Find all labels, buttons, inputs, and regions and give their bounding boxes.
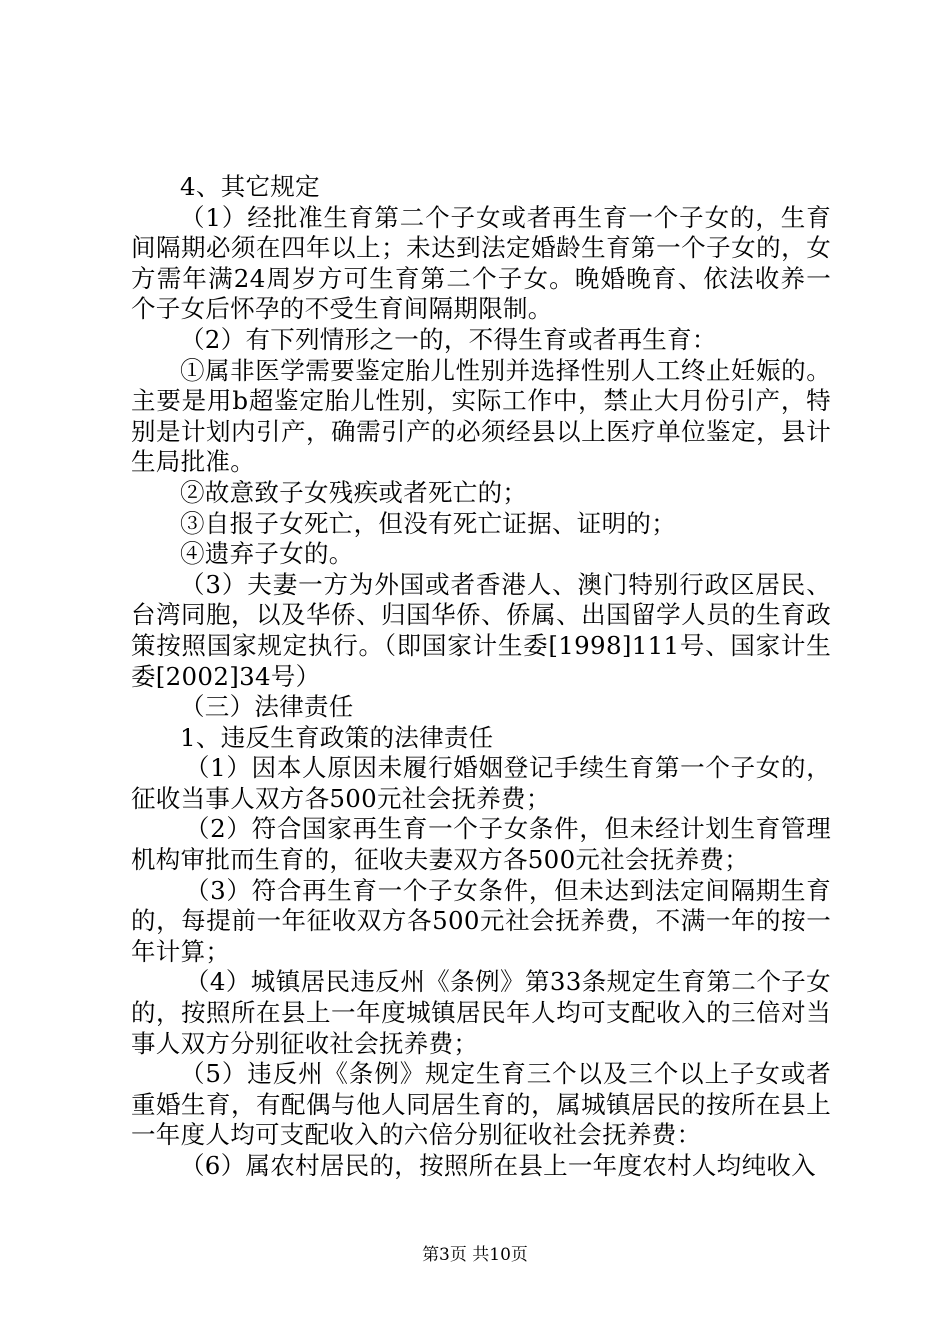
page-number: 第3页 共10页 xyxy=(422,1245,528,1265)
heading-other-rules: 4、其它规定 xyxy=(180,172,320,201)
heading-policy-violation: 1、违反生育政策的法律责任 xyxy=(180,722,494,752)
paragraph-rule-2: （2）有下列情形之一的，不得生育或者再生育： xyxy=(180,324,717,354)
paragraph-liability-2: （2）符合国家再生育一个子女条件，但未经计划生育管理机构审批而生育的，征收夫妻双方各500元社会抚养费； xyxy=(131,814,831,875)
paragraph-liability-3: （3）符合再生育一个子女条件，但未达到法定间隔期生育的，每提前一年征收双方各500元社会抚养费，不满一年的按一年计算； xyxy=(131,875,831,966)
list-item-2: ②故意致子女残疾或者死亡的； xyxy=(180,477,528,507)
paragraph-liability-1: （1）因本人原因未履行婚姻登记手续生育第一个子女的，征收当事人双方各500元社会抚养费； xyxy=(131,753,831,813)
list-item-1: ①属非医学需要鉴定胎儿性别并选择性别人工终止妊娠的。主要是用b超鉴定胎儿性别，实际工作中，禁止大月份引产，特别是计划内引产，确需引产的必须经县以上医疗单位鉴定，县计生局批准。 xyxy=(131,355,831,477)
list-item-3: ③自报子女死亡，但没有死亡证据、证明的； xyxy=(180,508,676,538)
paragraph-liability-4: （4）城镇居民违反州《条例》第33条规定生育第二个子女的，按照所在县上一年度城镇居民年人均可支配收入的三倍对当事人双方分别征收社会抚养费； xyxy=(131,967,831,1058)
paragraph-rule-1: （1）经批准生育第二个子女或者再生育一个子女的，生育间隔期必须在四年以上；未达到法定婚龄生育第一个子女的，女方需年满24周岁方可生育第二个子女。晚婚晚育、依法收养一个子女后怀孕的不受生育间隔期限制。 xyxy=(131,202,831,324)
paragraph-liability-6: （6）属农村居民的，按照所在县上一年度农村人均纯收入 xyxy=(180,1151,816,1180)
document-body xyxy=(131,172,831,1182)
heading-legal-liability: （三）法律责任 xyxy=(180,692,354,722)
list-item-4: ④遗弃子女的。 xyxy=(180,539,354,569)
paragraph-rule-3: （3）夫妻一方为外国或者香港人、澳门特别行政区居民、台湾同胞，以及华侨、归国华侨、侨属、出国留学人员的生育政策按照国家规定执行。（即国家计生委[1998]111号、国家计生委[2002]34号） xyxy=(131,569,831,691)
paragraph-liability-5: （5）违反州《条例》规定生育三个以及三个以上子女或者重婚生育，有配偶与他人同居生育的，属城镇居民的按所在县上一年度人均可支配收入的六倍分别征收社会抚养费： xyxy=(131,1059,831,1150)
